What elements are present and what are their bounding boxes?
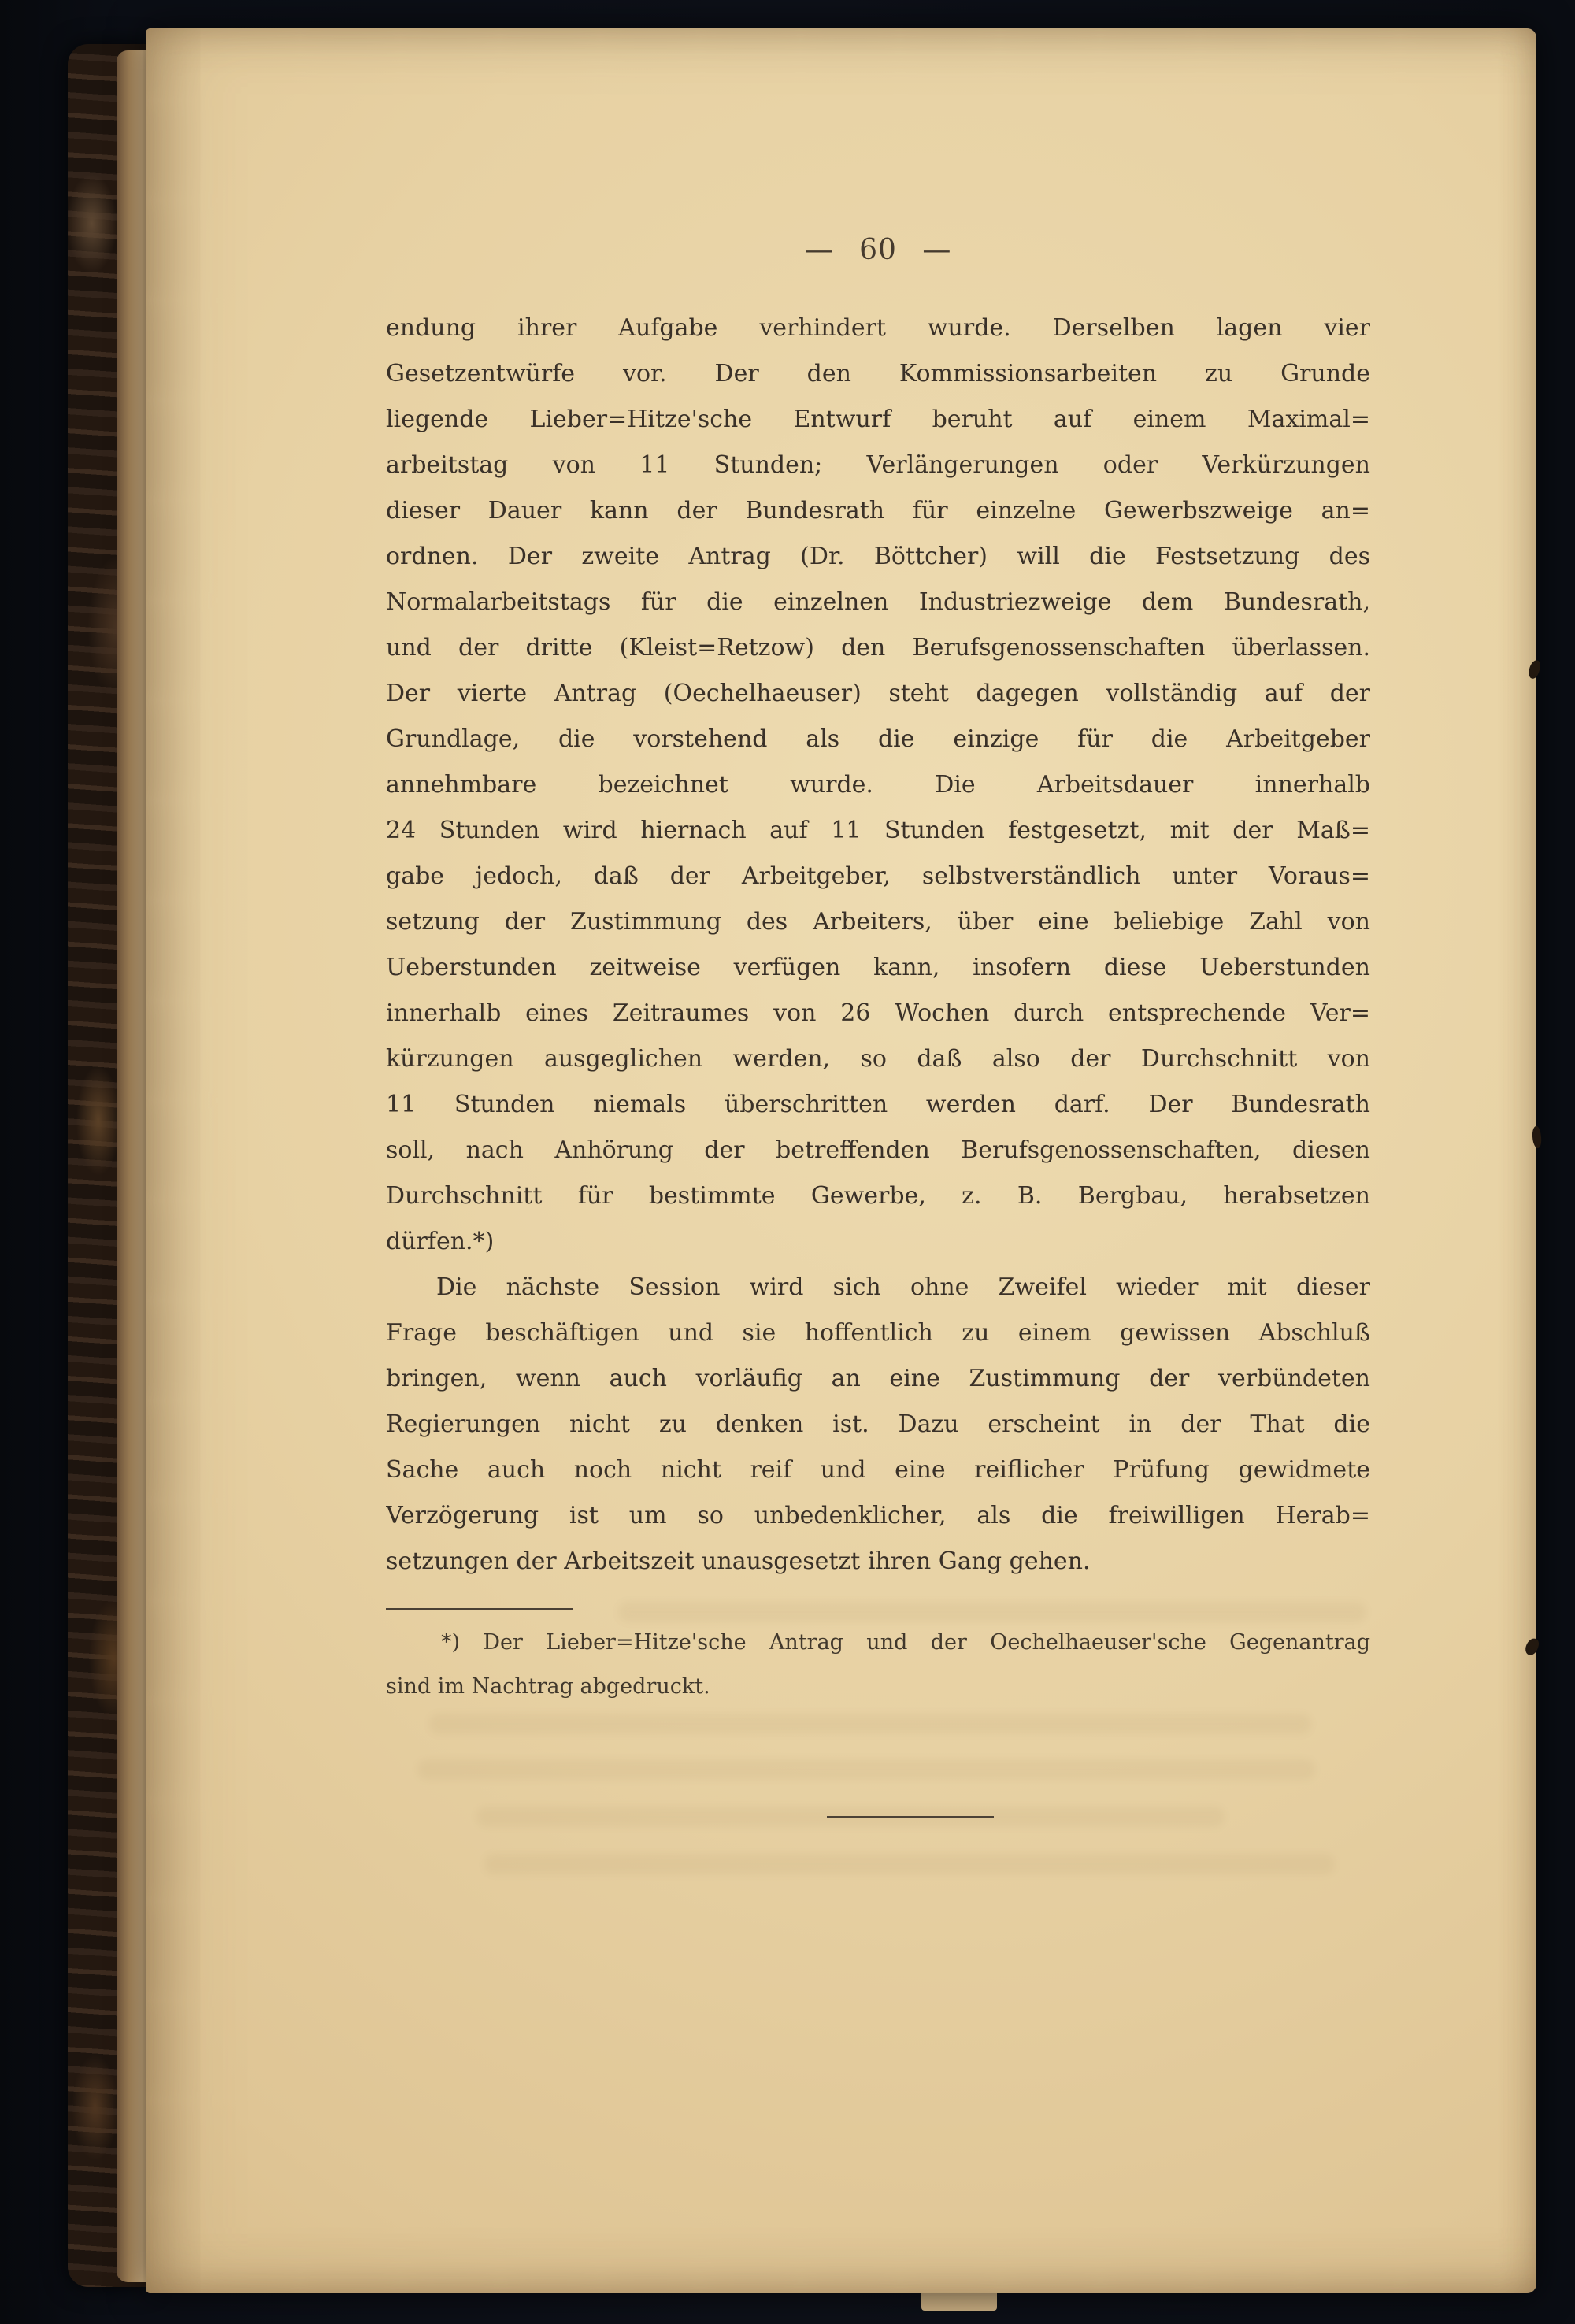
text-line: Sache auch noch nicht reif und eine reiflicher Prüfung gewidmete: [386, 1456, 1370, 1484]
text-line: Grundlage, die vorstehend als die einzige für die Arbeitgeber: [386, 725, 1370, 753]
text-line: Der vierte Antrag (Oechelhaeuser) steht dagegen vollständig auf der: [386, 680, 1370, 707]
ink-show-through: [618, 1602, 1366, 1622]
text-line: Verzögerung ist um so unbedenklicher, als die freiwilligen Herab=: [386, 1502, 1370, 1529]
text-line: setzung der Zustimmung des Arbeiters, über eine beliebige Zahl von: [386, 908, 1370, 936]
footnote-line: *) Der Lieber=Hitze'sche Antrag und der Oechelhaeuser'sche Gegenantrag: [441, 1630, 1370, 1655]
text-line: bringen, wenn auch vorläufig an eine Zustimmung der verbündeten: [386, 1365, 1370, 1392]
text-line: Normalarbeitstags für die einzelnen Industriezweige dem Bundesrath,: [386, 588, 1370, 616]
text-line: endung ihrer Aufgabe verhindert wurde. Derselben lagen vier: [386, 314, 1370, 342]
text-line: Frage beschäftigen und sie hoffentlich zu einem gewissen Abschluß: [386, 1319, 1370, 1347]
text-line: 11 Stunden niemals überschritten werden darf. Der Bundesrath: [386, 1091, 1370, 1118]
text-line: Gesetzentwürfe vor. Der den Kommissionsarbeiten zu Grunde: [386, 360, 1370, 387]
text-line: annehmbare bezeichnet wurde. Die Arbeitsdauer innerhalb: [386, 771, 1370, 799]
ink-show-through: [417, 1759, 1315, 1780]
text-line: liegende Lieber=Hitze'sche Entwurf beruht auf einem Maximal=: [386, 406, 1370, 433]
text-line: Die nächste Session wird sich ohne Zweifel wieder mit dieser: [436, 1273, 1370, 1301]
text-line: setzungen der Arbeitszeit unausgesetzt ihren Gang gehen.: [386, 1547, 1091, 1575]
footnote-rule: [386, 1608, 573, 1610]
text-line: Ueberstunden zeitweise verfügen kann, insofern diese Ueberstunden: [386, 954, 1370, 981]
footnote-line: sind im Nachtrag abgedruckt.: [386, 1674, 710, 1699]
body-text: [386, 306, 1370, 1585]
text-line: 24 Stunden wird hiernach auf 11 Stunden festgesetzt, mit der Maß=: [386, 817, 1370, 844]
text-line: gabe jedoch, daß der Arbeitgeber, selbstverständlich unter Voraus=: [386, 862, 1370, 890]
text-line: innerhalb eines Zeitraumes von 26 Wochen durch entsprechende Ver=: [386, 999, 1370, 1027]
text-line: ordnen. Der zweite Antrag (Dr. Böttcher) will die Festsetzung des: [386, 543, 1370, 570]
section-end-rule: [827, 1816, 994, 1818]
text-line: Regierungen nicht zu denken ist. Dazu erscheint in der That die: [386, 1410, 1370, 1438]
text-line: arbeitstag von 11 Stunden; Verlängerungen oder Verkürzungen: [386, 451, 1370, 479]
ink-show-through: [429, 1714, 1311, 1734]
page-number: — 60 —: [804, 234, 952, 266]
text-line: dieser Dauer kann der Bundesrath für einzelne Gewerbszweige an=: [386, 497, 1370, 524]
footnote: [386, 1621, 1370, 1709]
text-line: dürfen.*): [386, 1228, 495, 1255]
text-line: kürzungen ausgeglichen werden, so daß also der Durchschnitt von: [386, 1045, 1370, 1073]
text-line: und der dritte (Kleist=Retzow) den Berufsgenossenschaften überlassen.: [386, 634, 1370, 662]
ink-show-through: [484, 1854, 1335, 1874]
text-line: soll, nach Anhörung der betreffenden Berufsgenossenschaften, diesen: [386, 1136, 1370, 1164]
text-line: Durchschnitt für bestimmte Gewerbe, z. B. Bergbau, herabsetzen: [386, 1182, 1370, 1210]
book-page: [146, 28, 1536, 2293]
